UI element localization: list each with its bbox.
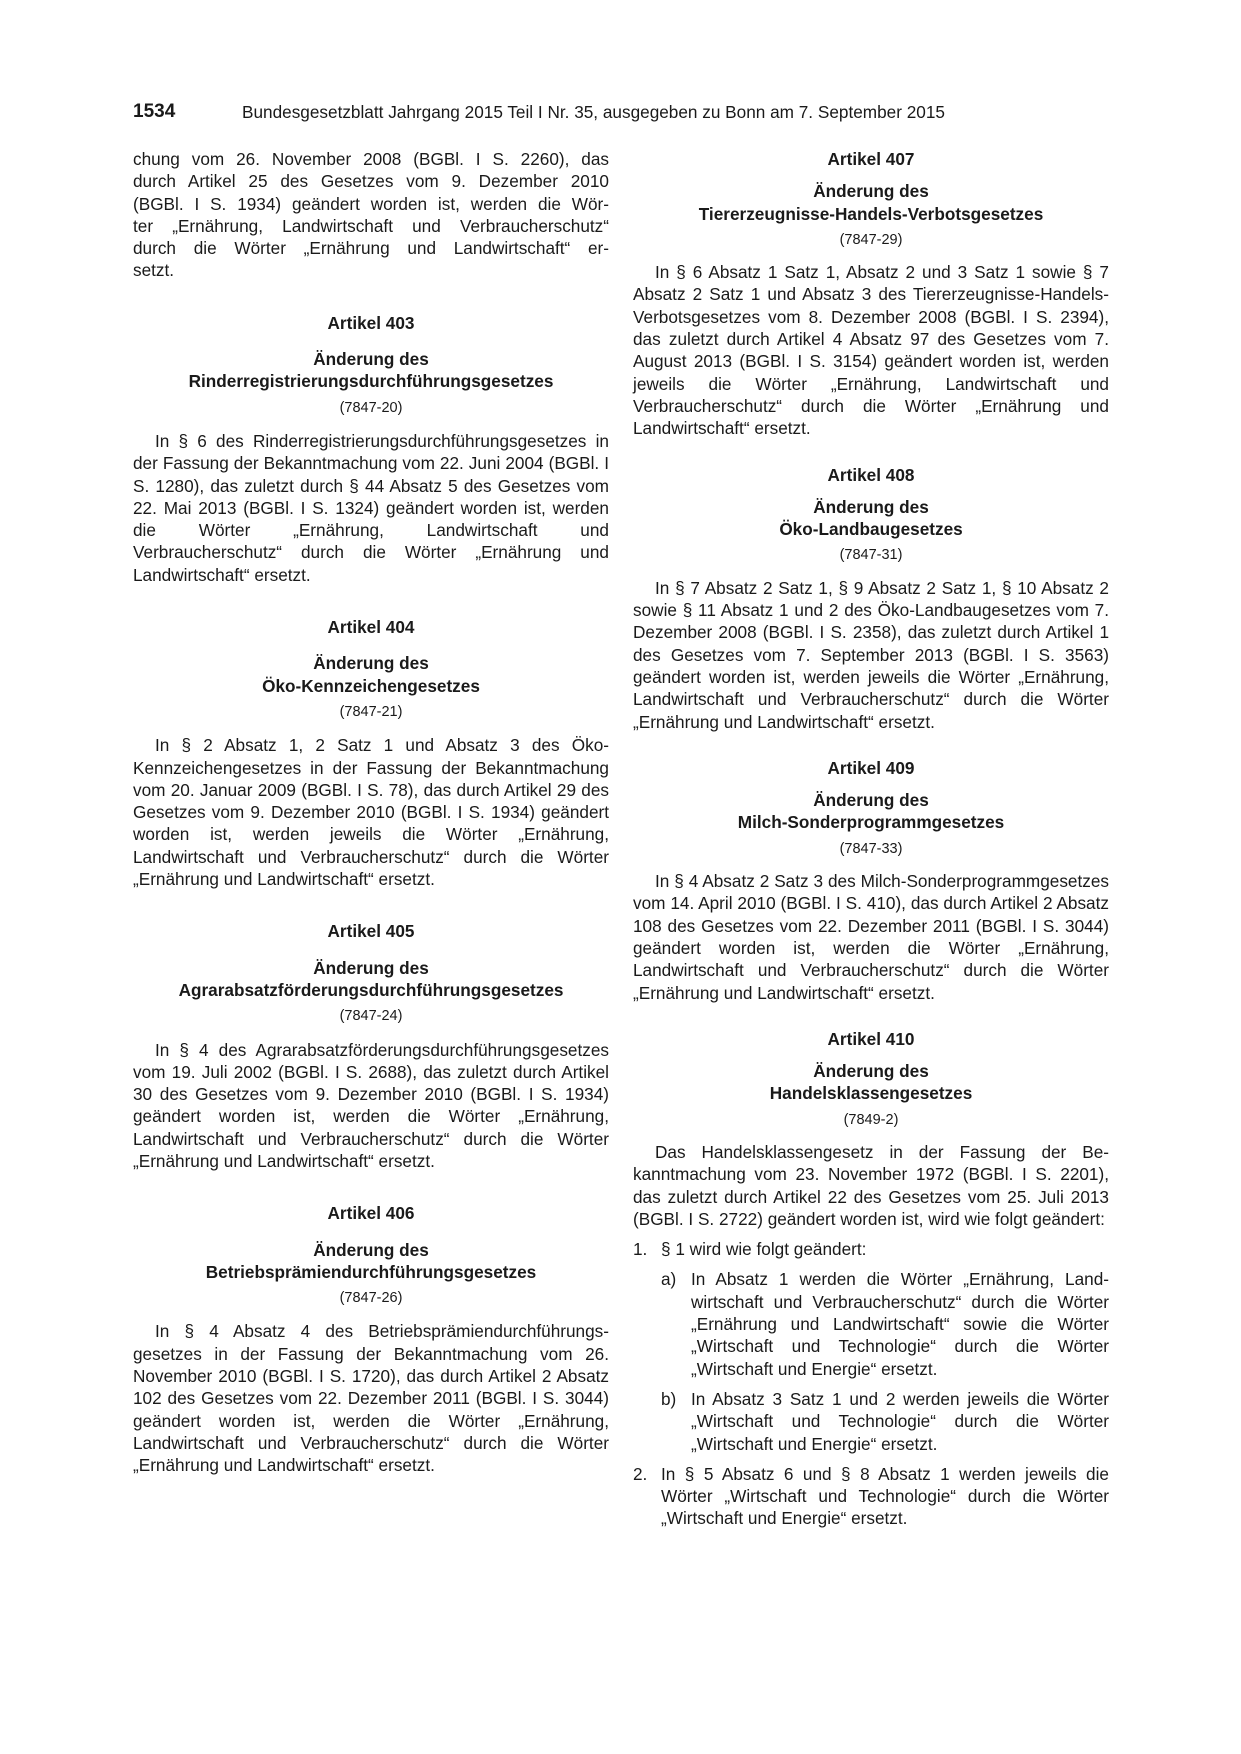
law-number: (7847-21)	[339, 703, 403, 720]
sub-list-item	[633, 1388, 1109, 1455]
sub-list-item	[633, 1268, 1109, 1379]
article-title: Artikel 410	[827, 1028, 915, 1049]
law-number: (7847-29)	[839, 231, 903, 248]
continued-paragraph	[133, 148, 609, 282]
list-marker: 2.	[633, 1463, 648, 1484]
article-407	[633, 148, 1109, 440]
article-405	[133, 920, 609, 1172]
article-title: Artikel 403	[327, 312, 415, 333]
amendment-line: Änderung des	[813, 790, 929, 811]
article-title: Artikel 409	[827, 757, 915, 778]
sub-list-marker: b)	[661, 1388, 677, 1409]
article-408	[633, 464, 1109, 733]
law-name: Agrarabsatzförderungsdurchführungsgesetzes	[178, 979, 564, 1000]
amendment-line: Änderung des	[313, 957, 429, 978]
article-text: In § 6 des Rinderregistrierungsdurchführungsgesetzes in der Fassung der Bekanntmachung vom 22. Juni 2004 (BGBl. I S. 1280), das zuletzt durch § 44 Absatz 5 des Gesetzes vom 22. Mai 2013 (BGBl. I S. 1324) geändert worden ist, werden die Wörter „Ernährung, Landwirtschaft und Verbraucherschutz“ durch die Wörter „Ernährung und Landwirtschaft“ ersetzt.	[133, 430, 609, 585]
sub-list-text: In Absatz 1 werden die Wörter „Ernährung, Landwirtschaft und Verbraucherschutz“ durch die Wörter „Ernährung und Landwirtschaft“ sowie die Wörter „Wirtschaft und Technologie“ durch die Wörter „Wirtschaft und Energie“ ersetzt.	[691, 1269, 1109, 1379]
amendment-line: Änderung des	[813, 496, 929, 517]
article-title: Artikel 407	[827, 149, 915, 169]
amendment-heading	[133, 957, 609, 1002]
law-number: (7847-26)	[339, 1290, 403, 1307]
law-name: Öko-Landbaugesetzes	[779, 519, 963, 540]
article-404	[133, 616, 609, 890]
law-number: (7849-2)	[843, 1111, 899, 1128]
amendment-heading	[633, 180, 1109, 225]
article-text: In § 4 Absatz 4 des Betriebsprämiendurchführungsgesetzes in der Fassung der Bekanntmachung vom 26. November 2010 (BGBl. I S. 1720), das durch Artikel 2 Absatz 102 des Gesetzes vom 22. Dezember 2011 (BGBl. I S. 3044) geändert worden ist, werden die Wörter „Ernährung, Landwirtschaft und Verbraucherschutz“ durch die Wörter „Ernährung und Landwirtschaft“ ersetzt.	[133, 1321, 609, 1476]
text-line: chung vom 26. November 2008 (BGBl. I S. 2260), das	[133, 149, 609, 169]
article-406	[133, 1202, 609, 1476]
article-409	[633, 757, 1109, 1004]
text-line: (BGBl. I S. 1934) geändert worden ist, werden die Wör-	[133, 193, 609, 214]
law-name: Öko-Kennzeichengesetzes	[262, 675, 480, 696]
article-text: In § 2 Absatz 1, 2 Satz 1 und Absatz 3 des Öko-Kennzeichengesetzes in der Fassung der Bekanntmachung vom 20. Januar 2009 (BGBl. I S. 78), das durch Artikel 29 des Gesetzes vom 9. Dezember 2010 (BGBl. I S. 1934) geändert worden ist, werden jeweils die Wörter „Ernährung, Landwirtschaft und Verbraucherschutz“ durch die Wörter „Ernährung und Landwirtschaft“ ersetzt.	[133, 735, 609, 890]
article-text: Das Handelsklassengesetz in der Fassung der Bekanntmachung vom 23. November 1972 (BGBl. I S. 2201), das zuletzt durch Artikel 22 des Gesetzes vom 25. Juli 2013 (BGBl. I S. 2722) geändert worden ist, wird wie folgt geändert:	[633, 1141, 1109, 1229]
article-title: Artikel 404	[327, 617, 415, 638]
article-text: In § 6 Absatz 1 Satz 1, Absatz 2 und 3 Satz 1 sowie § 7 Absatz 2 Satz 1 und Absatz 3 des Tiererzeugnisse-Handels-Verbotsgesetzes vom 8. Dezember 2008 (BGBl. I S. 2394), das zuletzt durch Artikel 4 Absatz 97 des Gesetzes vom 7. August 2013 (BGBl. I S. 3154) geändert worden ist, werden jeweils die Wörter „Ernährung, Landwirtschaft und Verbraucherschutz“ durch die Wörter „Ernährung und Landwirtschaft“ ersetzt.	[633, 262, 1109, 439]
law-name: Tiererzeugnisse-Handels-Verbotsgesetzes	[698, 203, 1044, 224]
law-number: (7847-31)	[839, 547, 903, 564]
amendment-line: Änderung des	[813, 1061, 929, 1082]
amendment-line: Änderung des	[313, 1239, 429, 1260]
sub-list-text: In Absatz 3 Satz 1 und 2 werden jeweils die Wörter „Wirtschaft und Technologie“ durch die Wörter „Wirtschaft und Energie“ ersetzt.	[691, 1388, 1109, 1454]
article-text: In § 7 Absatz 2 Satz 1, § 9 Absatz 2 Satz 1, § 10 Absatz 2 sowie § 11 Absatz 1 und 2 des Öko-Landbaugesetzes vom 7. Dezember 2008 (BGBl. I S. 2358), das zuletzt durch Artikel 1 des Gesetzes vom 7. September 2013 (BGBl. I S. 3563) geändert worden ist, werden jeweils die Wörter „Ernährung, Landwirtschaft und Verbraucherschutz“ durch die Wörter „Ernährung und Landwirtschaft“ ersetzt.	[633, 577, 1109, 732]
law-name: Handelsklassengesetzes	[769, 1083, 973, 1104]
law-name: Betriebsprämiendurchführungsgesetzes	[205, 1261, 537, 1282]
article-title: Artikel 408	[827, 464, 915, 485]
article-403	[133, 312, 609, 586]
list-text: In § 5 Absatz 6 und § 8 Absatz 1 werden jeweils die Wörter „Wirtschaft und Technologie“ durch die Wörter „Wirtschaft und Energie“ ersetzt.	[661, 1463, 1109, 1529]
amendment-heading	[633, 789, 1109, 834]
list-item	[633, 1463, 1109, 1530]
text-line: durch Artikel 25 des Gesetzes vom 9. Dezember 2010	[133, 171, 609, 192]
article-text: In § 4 des Agrarabsatzförderungsdurchführungsgesetzes vom 19. Juli 2002 (BGBl. I S. 2688), das zuletzt durch Artikel 30 des Gesetzes vom 9. Dezember 2010 (BGBl. I S. 1934) geändert worden ist, werden die Wörter „Ernährung, Landwirtschaft und Verbraucherschutz“ durch die Wörter „Ernährung und Landwirtschaft“ ersetzt.	[133, 1039, 609, 1171]
law-name: Rinderregistrierungsdurchführungsgesetzes	[188, 371, 554, 392]
text-line: setzt.	[133, 260, 175, 281]
running-title: Bundesgesetzblatt Jahrgang 2015 Teil I Nr. 35, ausgegeben zu Bonn am 7. September 2015	[242, 102, 945, 122]
law-number: (7847-24)	[339, 1008, 403, 1025]
amendment-line: Änderung des	[313, 349, 429, 370]
article-title: Artikel 406	[327, 1203, 415, 1224]
page-header	[133, 101, 1113, 131]
law-number: (7847-20)	[339, 399, 403, 416]
right-column	[633, 148, 1109, 1530]
article-410	[633, 1028, 1109, 1530]
sub-list-marker: a)	[661, 1269, 677, 1290]
amendment-heading	[133, 1239, 609, 1284]
law-number: (7847-33)	[839, 840, 903, 857]
text-line: durch die Wörter „Ernährung und Landwirtschaft“ er-	[133, 238, 609, 259]
left-column	[133, 148, 609, 1477]
article-text: In § 4 Absatz 2 Satz 3 des Milch-Sonderprogrammgesetzes vom 14. April 2010 (BGBl. I S. 410), das durch Artikel 2 Absatz 108 des Gesetzes vom 22. Dezember 2011 (BGBl. I S. 3044) geändert worden ist, werden die Wörter „Ernährung, Landwirtschaft und Verbraucherschutz“ durch die Wörter „Ernährung und Landwirtschaft“ ersetzt.	[633, 871, 1109, 1003]
list-marker: 1.	[633, 1239, 648, 1260]
text-line: ter „Ernährung, Landwirtschaft und Verbraucherschutz“	[133, 215, 609, 236]
article-title: Artikel 405	[327, 921, 415, 942]
amendment-heading	[633, 496, 1109, 541]
page-number: 1534	[133, 101, 176, 122]
amendment-heading	[633, 1060, 1109, 1105]
list-item	[633, 1238, 1109, 1260]
amendment-heading	[133, 652, 609, 697]
amendment-line: Änderung des	[313, 653, 429, 674]
amendment-line: Änderung des	[813, 181, 929, 202]
law-name: Milch-Sonderprogrammgesetzes	[737, 812, 1005, 833]
list-text: § 1 wird wie folgt geändert:	[661, 1239, 867, 1260]
amendment-heading	[133, 348, 609, 393]
